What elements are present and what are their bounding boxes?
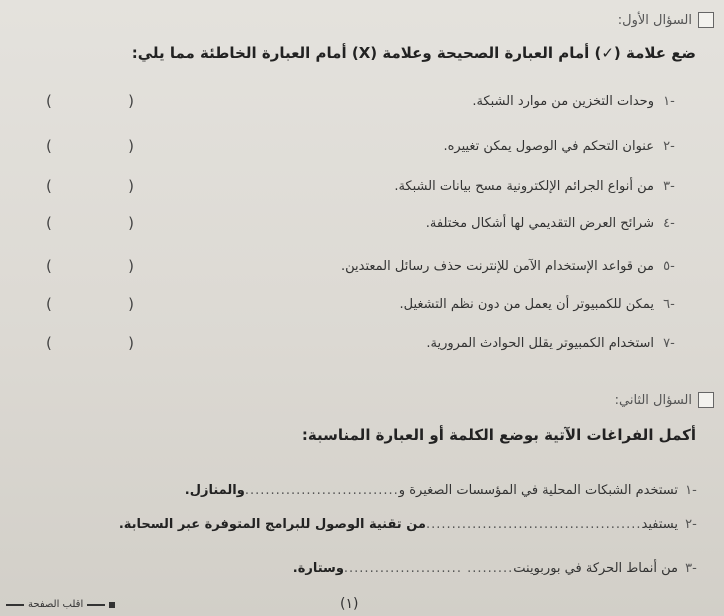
item-number: -٧ — [663, 335, 675, 351]
item-number: -١ — [663, 93, 675, 109]
close-paren: ) — [128, 214, 134, 232]
square-bullet-icon — [109, 602, 115, 608]
question-2-item — [20, 478, 704, 502]
page-footer — [0, 594, 724, 612]
question-2-instruction: أكمل الفراغات الآتية بوضع الكلمة أو العبارة المناسبة: — [301, 426, 696, 444]
blank-line[interactable]: .............................. — [244, 482, 399, 498]
fill-text-before: من أنماط الحركة في بوربوينت — [513, 560, 678, 576]
open-paren: ( — [46, 257, 52, 275]
question-1-title: السؤال الأول: — [617, 12, 692, 28]
answer-parentheses[interactable] — [46, 333, 134, 353]
item-number: -١ — [685, 482, 697, 498]
turn-page-note — [6, 599, 115, 610]
close-paren: ) — [128, 257, 134, 275]
open-paren: ( — [46, 214, 52, 232]
item-statement: من قواعد الإستخدام الآمن للإنترنت حذف رسائل المعتدين. — [340, 258, 654, 274]
close-paren: ) — [128, 334, 134, 352]
item-number: -٦ — [663, 296, 675, 312]
close-paren: ) — [128, 177, 134, 195]
item-number: -٣ — [663, 178, 675, 194]
blank-line[interactable]: .......................................... — [425, 516, 642, 532]
checkbox-square-icon — [698, 12, 714, 28]
item-number: -٢ — [685, 516, 697, 532]
item-number: -٤ — [663, 215, 675, 231]
question-1-heading — [618, 12, 714, 28]
fill-text-after: وستارة. — [292, 560, 344, 576]
turn-page-label: اقلب الصفحة — [28, 599, 84, 610]
dash-icon — [6, 604, 24, 606]
item-statement: وحدات التخزين من موارد الشبكة. — [472, 93, 654, 109]
question-2-title: السؤال الثاني: — [614, 392, 692, 408]
open-paren: ( — [46, 92, 52, 110]
open-paren: ( — [46, 295, 52, 313]
page-number: (١) — [340, 596, 359, 612]
close-paren: ) — [128, 137, 134, 155]
open-paren: ( — [46, 177, 52, 195]
fill-text-before: يستفيد — [641, 516, 678, 532]
fill-text-before: تستخدم الشبكات المحلية في المؤسسات الصغيرة و — [398, 482, 678, 498]
open-paren: ( — [46, 334, 52, 352]
answer-parentheses[interactable] — [46, 213, 134, 233]
fill-text-after: من تقنية الوصول للبرامج المتوفرة عبر السحابة. — [118, 516, 426, 532]
checkbox-square-icon — [698, 392, 714, 408]
item-statement: شرائح العرض التقديمي لها أشكال مختلفة. — [425, 215, 654, 231]
item-number: -٣ — [685, 560, 697, 576]
close-paren: ) — [128, 295, 134, 313]
dash-icon — [87, 604, 105, 606]
question-2-heading — [615, 392, 714, 408]
answer-parentheses[interactable] — [46, 176, 134, 196]
open-paren: ( — [46, 137, 52, 155]
answer-parentheses[interactable] — [46, 136, 134, 156]
item-statement: يمكن للكمبيوتر أن يعمل من دون نظم التشغيل. — [399, 296, 654, 312]
item-number: -٢ — [663, 138, 675, 154]
blank-line[interactable]: ......... ....................... — [343, 560, 514, 576]
question-1-instruction: ضع علامة (✓) أمام العبارة الصحيحة وعلامة (X) أمام العبارة الخاطئة مما يلي: — [131, 44, 696, 62]
question-2-item — [20, 556, 704, 580]
item-statement: من أنواع الجرائم الإلكترونية مسح بيانات الشبكة. — [394, 178, 654, 194]
question-2-item — [20, 512, 704, 536]
answer-parentheses[interactable] — [46, 91, 134, 111]
fill-text-after: والمنازل. — [184, 482, 245, 498]
item-statement: عنوان التحكم في الوصول يمكن تغييره. — [443, 138, 654, 154]
answer-parentheses[interactable] — [46, 294, 134, 314]
item-statement: استخدام الكمبيوتر يقلل الحوادث المرورية. — [426, 335, 654, 351]
close-paren: ) — [128, 92, 134, 110]
item-number: -٥ — [663, 258, 675, 274]
answer-parentheses[interactable] — [46, 256, 134, 276]
